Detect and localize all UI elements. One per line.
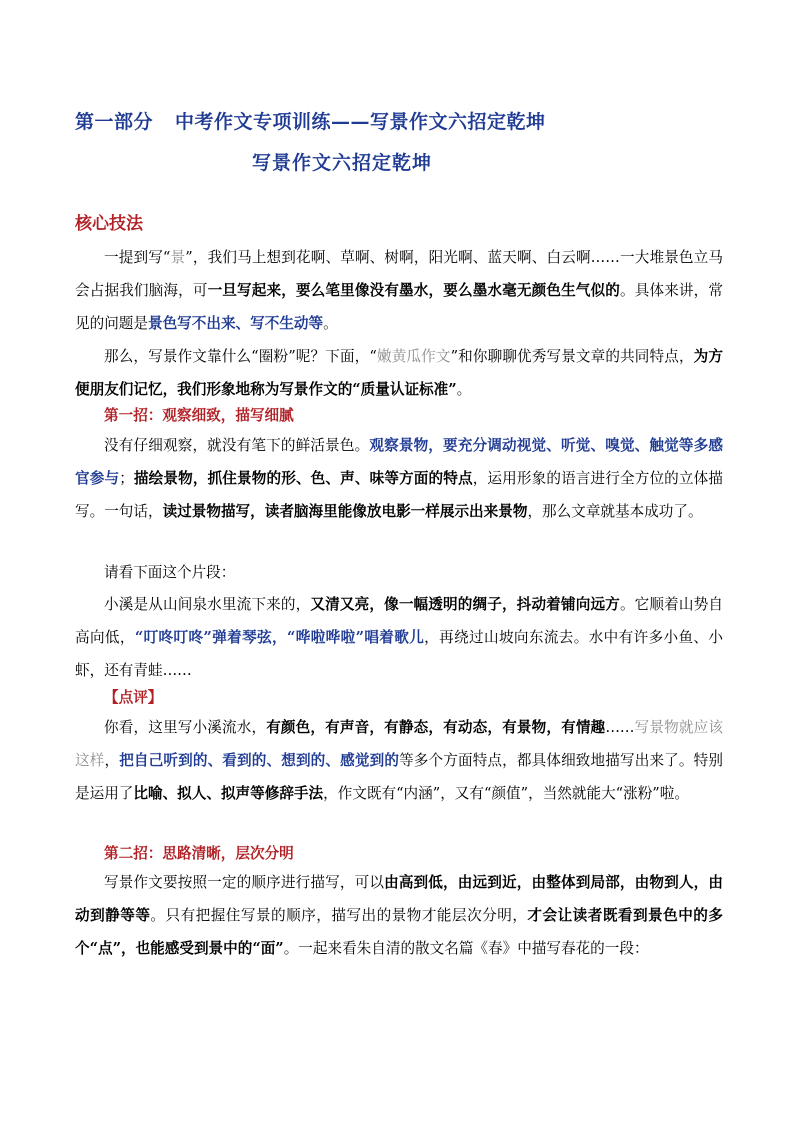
- review-paragraph: 你看，这里写小溪流水，有颜色，有声音，有静态，有动态，有景物，有情趣……写景物就应该这样，把自己听到的、看到的、想到的、感觉到的等多个方面特点，都具体细致地描写出来了。特别是运用了比喻、拟人、拟声等修辞手法，作文既有“内涵”，又有“颜值”，当然就能大“涨粉”啦。: [75, 719, 723, 802]
- intro-paragraph-1: 一提到写“景”，我们马上想到花啊、草啊、树啊，阳光啊、蓝天啊、白云啊……一大堆景色立马会占据我们脑海，可一旦写起来，要么笔里像没有墨水，要么墨水毫无颜色生气似的。具体来讲，常见的问题是景色写不出来、写不生动等。: [75, 249, 723, 332]
- review-label: 【点评】: [104, 689, 163, 706]
- intro-paragraph-2: 那么，写景作文靠什么“圈粉”呢？下面，“嫩黄瓜作文”和你聊聊优秀写景文章的共同特点，为方便朋友们记忆，我们形象地称为写景作文的“质量认证标准”。: [75, 348, 723, 398]
- section-heading: 核心技法: [75, 214, 143, 234]
- document-title: [75, 107, 546, 134]
- move-2-paragraph: 写景作文要按照一定的顺序进行描写，可以由高到低，由远到近，由整体到局部，由物到人，由动到静等等。只有把握住写景的顺序，描写出的景物才能层次分明，才会让读者既看到景色中的多个“点”，也能感受到景中的“面”。一起来看朱自清的散文名篇《春》中描写春花的一段：: [75, 874, 723, 957]
- move-2-title: 第二招：思路清晰，层次分明: [104, 845, 294, 862]
- main-title: 中考作文专项训练——写景作文六招定乾坤: [175, 111, 546, 133]
- move-1-title: 第一招：观察细致，描写细腻: [104, 407, 294, 424]
- move-1-paragraph: 没有仔细观察，就没有笔下的鲜活景色。观察景物，要充分调动视觉、听觉、嗅觉、触觉等多感官参与；描绘景物，抓住景物的形、色、声、味等方面的特点，运用形象的语言进行全方位的立体描写。一句话，读过景物描写，读者脑海里能像放电影一样展示出来景物，那么文章就基本成功了。: [75, 437, 723, 520]
- example-intro: 请看下面这个片段：: [104, 564, 236, 581]
- part-label: 第一部分: [75, 111, 154, 133]
- example-excerpt: 小溪是从山间泉水里流下来的，又清又亮，像一幅透明的绸子，抖动着铺向远方。它顺着山势自高向低，“叮咚叮咚”弹着琴弦，“哗啦哗啦”唱着歌儿，再绕过山坡向东流去。水中有许多小鱼、小虾，还有青蛙……: [75, 596, 723, 679]
- document-subtitle: 写景作文六招定乾坤: [252, 152, 433, 174]
